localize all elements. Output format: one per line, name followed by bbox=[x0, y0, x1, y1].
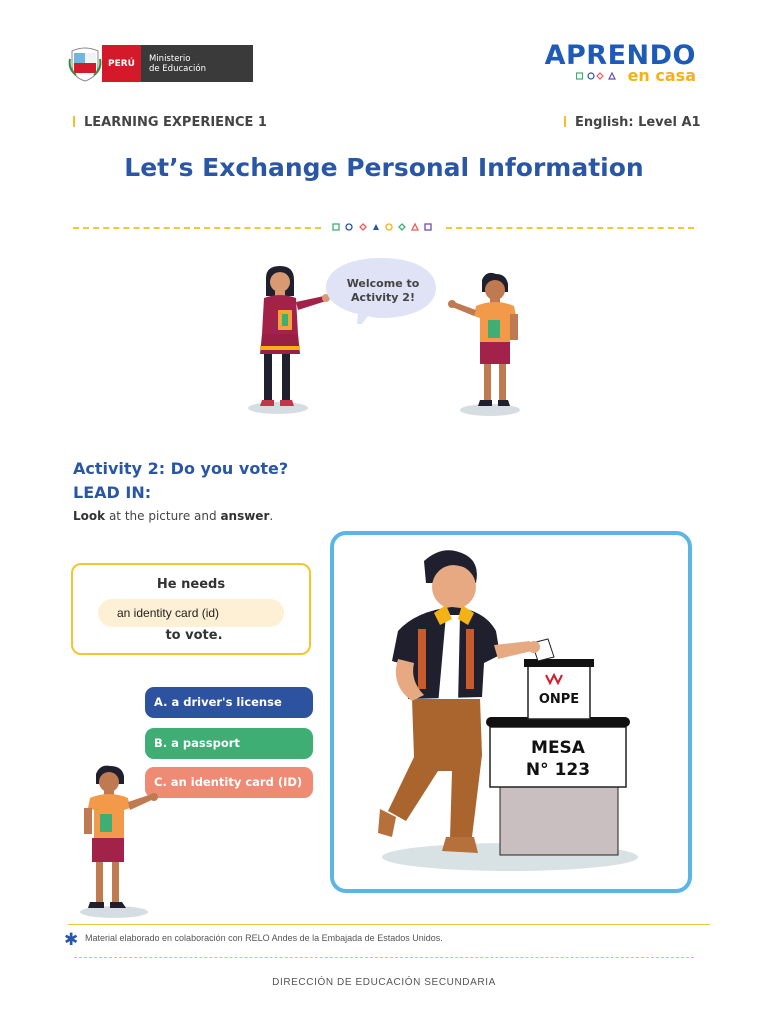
level-label bbox=[564, 115, 701, 130]
footer-divider bbox=[68, 924, 710, 925]
coat-of-arms-icon bbox=[68, 45, 102, 82]
speech-line-1: Welcome to bbox=[346, 277, 420, 290]
peru-label: PERÚ bbox=[108, 58, 135, 69]
activity-instruction bbox=[73, 509, 273, 523]
ministry-line-2: de Educación bbox=[148, 63, 206, 74]
booth-line-2: N° 123 bbox=[525, 760, 591, 780]
girl-character-illustration bbox=[244, 262, 334, 418]
divider-left bbox=[73, 227, 321, 229]
ministry-line-1: Ministerio bbox=[148, 53, 191, 64]
footer-department: DIRECCIÓN DE EDUCACIÓN SECUNDARIA bbox=[272, 977, 496, 988]
decorative-shapes-icon bbox=[332, 222, 434, 232]
brand-title: APRENDO bbox=[544, 40, 696, 71]
aprendo-en-casa-logo bbox=[545, 42, 696, 85]
speech-line-2: Activity 2! bbox=[351, 291, 415, 304]
instruction-end: . bbox=[269, 509, 274, 523]
booth-line-1: MESA bbox=[531, 738, 585, 758]
voting-picture-frame bbox=[330, 531, 692, 893]
level-text: English: Level A1 bbox=[575, 115, 701, 130]
instruction-middle: at the picture and bbox=[105, 509, 221, 523]
option-a-button[interactable]: A. a driver's license bbox=[145, 687, 313, 718]
voting-illustration bbox=[334, 535, 688, 889]
peru-ministry-logo bbox=[68, 45, 253, 82]
instruction-look: Look bbox=[73, 509, 106, 523]
experience-text: LEARNING EXPERIENCE 1 bbox=[84, 115, 267, 130]
brand-shapes-icon bbox=[576, 72, 620, 80]
footer-note: Material elaborado en colaboración con RELO Andes de la Embajada de Estados Unidos. bbox=[85, 933, 443, 943]
option-b-button[interactable]: B. a passport bbox=[145, 728, 313, 759]
speech-bubble-text bbox=[326, 277, 440, 305]
brand-subtitle: en casa bbox=[627, 66, 696, 85]
boy-character-illustration bbox=[446, 270, 526, 418]
activity-title: Activity 2: Do you vote? bbox=[73, 459, 289, 478]
page-title: Let’s Exchange Personal Information bbox=[124, 153, 644, 182]
experience-label bbox=[73, 115, 267, 130]
pointing-boy-illustration bbox=[78, 762, 162, 920]
sentence-before: He needs bbox=[156, 577, 226, 592]
activity-subtitle: LEAD IN: bbox=[73, 483, 152, 502]
activity-heading bbox=[73, 457, 288, 505]
answer-field[interactable]: an identity card (id) bbox=[98, 599, 284, 627]
sentence-after: to vote. bbox=[165, 628, 223, 643]
divider-right bbox=[446, 227, 694, 229]
ballot-box-brand: ONPE bbox=[538, 692, 580, 707]
asterisk-icon: ✱ bbox=[64, 930, 79, 950]
option-c-button[interactable]: C. an identity card (ID) bbox=[145, 767, 313, 798]
instruction-answer: answer bbox=[220, 509, 270, 523]
footer-dashed-divider bbox=[74, 957, 694, 958]
